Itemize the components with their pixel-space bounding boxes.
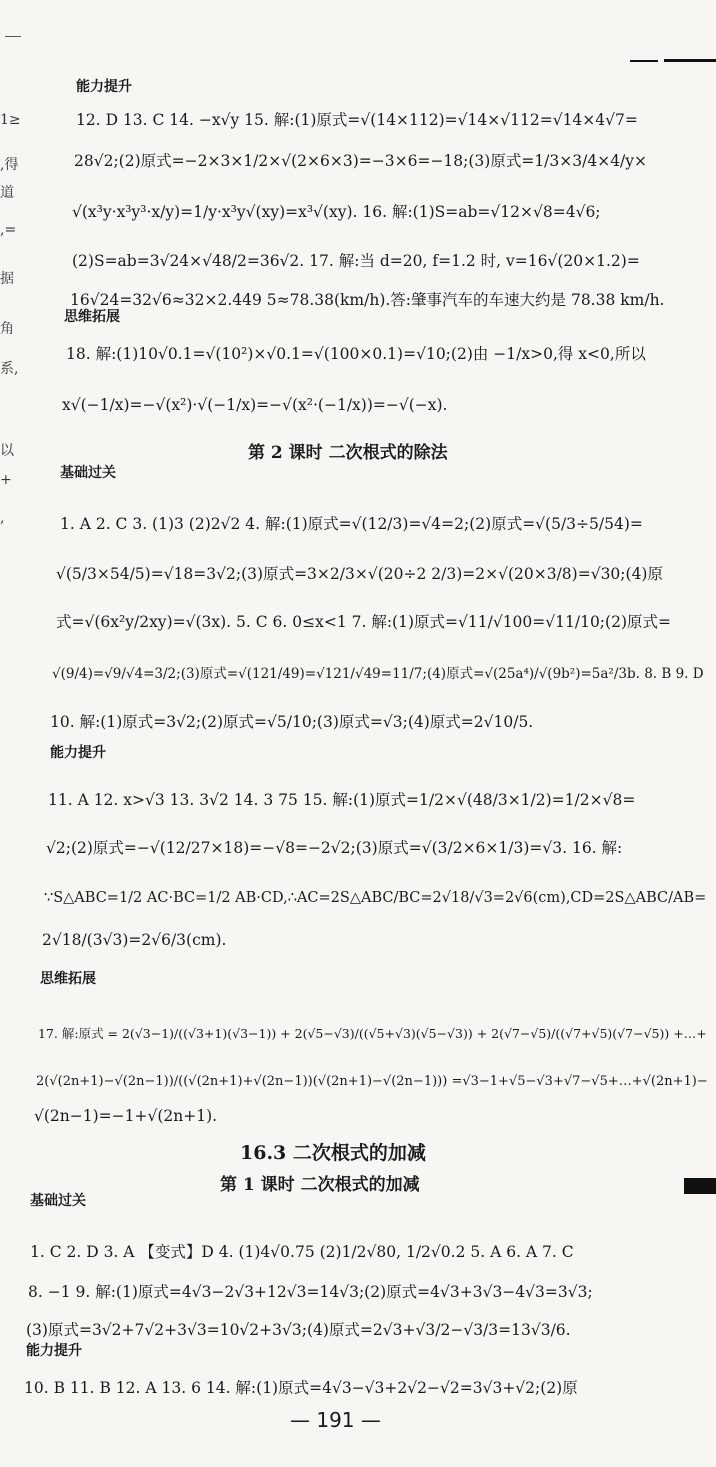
answer-line: 8. −1 9. 解:(1)原式=4√3−2√3+12√3=14√3;(2)原式=4√3+3√3−4√3=3√3;	[28, 1283, 593, 1301]
lesson-title-addition: 第 1 课时 二次根式的加减	[220, 1175, 420, 1195]
answer-line: 2(√(2n+1)−√(2n−1))/((√(2n+1)+√(2n−1))(√(2n+1)−√(2n−1))) =√3−1+√5−√3+√7−√5+…+√(2n+1)−	[36, 1074, 708, 1089]
section-heading-basics: 基础过关	[30, 1193, 86, 1209]
answer-line: √2;(2)原式=−√(12/27×18)=−√8=−2√2;(3)原式=√(3/2×6×1/3)=√3. 16. 解:	[46, 839, 623, 857]
left-edge-fragment: ,	[0, 510, 5, 526]
answer-line: 10. B 11. B 12. A 13. 6 14. 解:(1)原式=4√3−√3+2√2−√2=3√3+√2;(2)原	[24, 1379, 578, 1397]
answer-line: 28√2;(2)原式=−2×3×1/2×√(2×6×3)=−3×6=−18;(3)原式=1/3×3/4×4/y×	[74, 152, 648, 170]
left-edge-fragment: 道	[0, 185, 14, 201]
page-number: — 191 —	[290, 1408, 381, 1432]
answer-line: √(x³y·x³y³·x/y)=1/y·x³y√(xy)=x³√(xy). 16. 解:(1)S=ab=√12×√8=4√6;	[72, 203, 601, 221]
section-heading-thinking: 思维拓展	[40, 971, 96, 987]
answer-line: 2√18/(3√3)=2√6/3(cm).	[42, 931, 227, 949]
answer-line: (3)原式=3√2+7√2+3√3=10√2+3√3;(4)原式=2√3+√3/2−√3/3=13√3/6.	[26, 1321, 571, 1339]
left-edge-fragment: ,=	[0, 222, 17, 238]
left-edge-fragment: 据	[0, 271, 14, 287]
answer-line: 12. D 13. C 14. −x√y 15. 解:(1)原式=√(14×112)=√14×√112=√14×4√7=	[76, 111, 638, 129]
left-edge-fragment: 角	[0, 321, 14, 337]
section-heading-thinking: 思维拓展	[64, 309, 120, 325]
left-edge-fragment: +	[0, 472, 12, 488]
chapter-title: 16.3 二次根式的加减	[240, 1142, 426, 1164]
answer-line: (2)S=ab=3√24×√48/2=36√2. 17. 解:当 d=20, f=1.2 时, v=16√(20×1.2)=	[72, 252, 640, 270]
section-heading-ability: 能力提升	[26, 1343, 82, 1359]
top-left-dash	[5, 36, 21, 37]
answer-line: 18. 解:(1)10√0.1=√(10²)×√0.1=√(100×0.1)=√10;(2)由 −1/x>0,得 x<0,所以	[66, 345, 646, 363]
answer-line: √(9/4)=√9/√4=3/2;(3)原式=√(121/49)=√121/√49=11/7;(4)原式=√(25a⁴)/√(9b²)=5a²/3b. 8. B 9. D	[52, 666, 704, 682]
top-right-rule-short	[630, 60, 658, 62]
answer-line: 16√24=32√6≈32×2.449 5≈78.38(km/h).答:肇事汽车的车速大约是 78.38 km/h.	[70, 291, 665, 309]
left-edge-fragment: 以	[0, 443, 14, 459]
answer-line: 1. A 2. C 3. (1)3 (2)2√2 4. 解:(1)原式=√(12/3)=√4=2;(2)原式=√(5/3÷5/54)=	[60, 515, 643, 533]
lesson-title-division: 第 2 课时 二次根式的除法	[248, 443, 448, 463]
answer-line: 17. 解:原式 = 2(√3−1)/((√3+1)(√3−1)) + 2(√5−√3)/((√5+√3)(√5−√3)) + 2(√7−√5)/((√7+√5)(√7−√5)) +…+	[38, 1026, 707, 1041]
left-edge-fragment: 系,	[0, 361, 19, 377]
side-tab-marker	[684, 1178, 716, 1194]
top-right-rule-long	[664, 59, 716, 62]
answer-line: √(2n−1)=−1+√(2n+1).	[34, 1107, 218, 1125]
section-heading-ability: 能力提升	[50, 745, 106, 761]
answer-line: 1. C 2. D 3. A 【变式】D 4. (1)4√0.75 (2)1/2√80, 1/2√0.2 5. A 6. A 7. C	[30, 1243, 574, 1261]
section-heading-ability: 能力提升	[76, 79, 132, 95]
answer-line: x√(−1/x)=−√(x²)·√(−1/x)=−√(x²·(−1/x))=−√(−x).	[62, 396, 448, 414]
section-heading-basics: 基础过关	[60, 465, 116, 481]
answer-line: √(5/3×54/5)=√18=3√2;(3)原式=3×2/3×√(20÷2 2/3)=2×√(20×3/8)=√30;(4)原	[56, 565, 663, 583]
left-edge-fragment: ,得	[0, 157, 19, 173]
left-edge-fragment: 1≥	[0, 112, 21, 128]
answer-line: 式=√(6x²y/2xy)=√(3x). 5. C 6. 0≤x<1 7. 解:(1)原式=√11/√100=√11/10;(2)原式=	[56, 613, 671, 631]
answer-line: 10. 解:(1)原式=3√2;(2)原式=√5/10;(3)原式=√3;(4)原式=2√10/5.	[50, 713, 534, 731]
answer-line: ∵S△ABC=1/2 AC·BC=1/2 AB·CD,∴AC=2S△ABC/BC=2√18/√3=2√6(cm),CD=2S△ABC/AB=	[44, 890, 707, 906]
answer-line: 11. A 12. x>√3 13. 3√2 14. 3 75 15. 解:(1)原式=1/2×√(48/3×1/2)=1/2×√8=	[48, 791, 636, 809]
